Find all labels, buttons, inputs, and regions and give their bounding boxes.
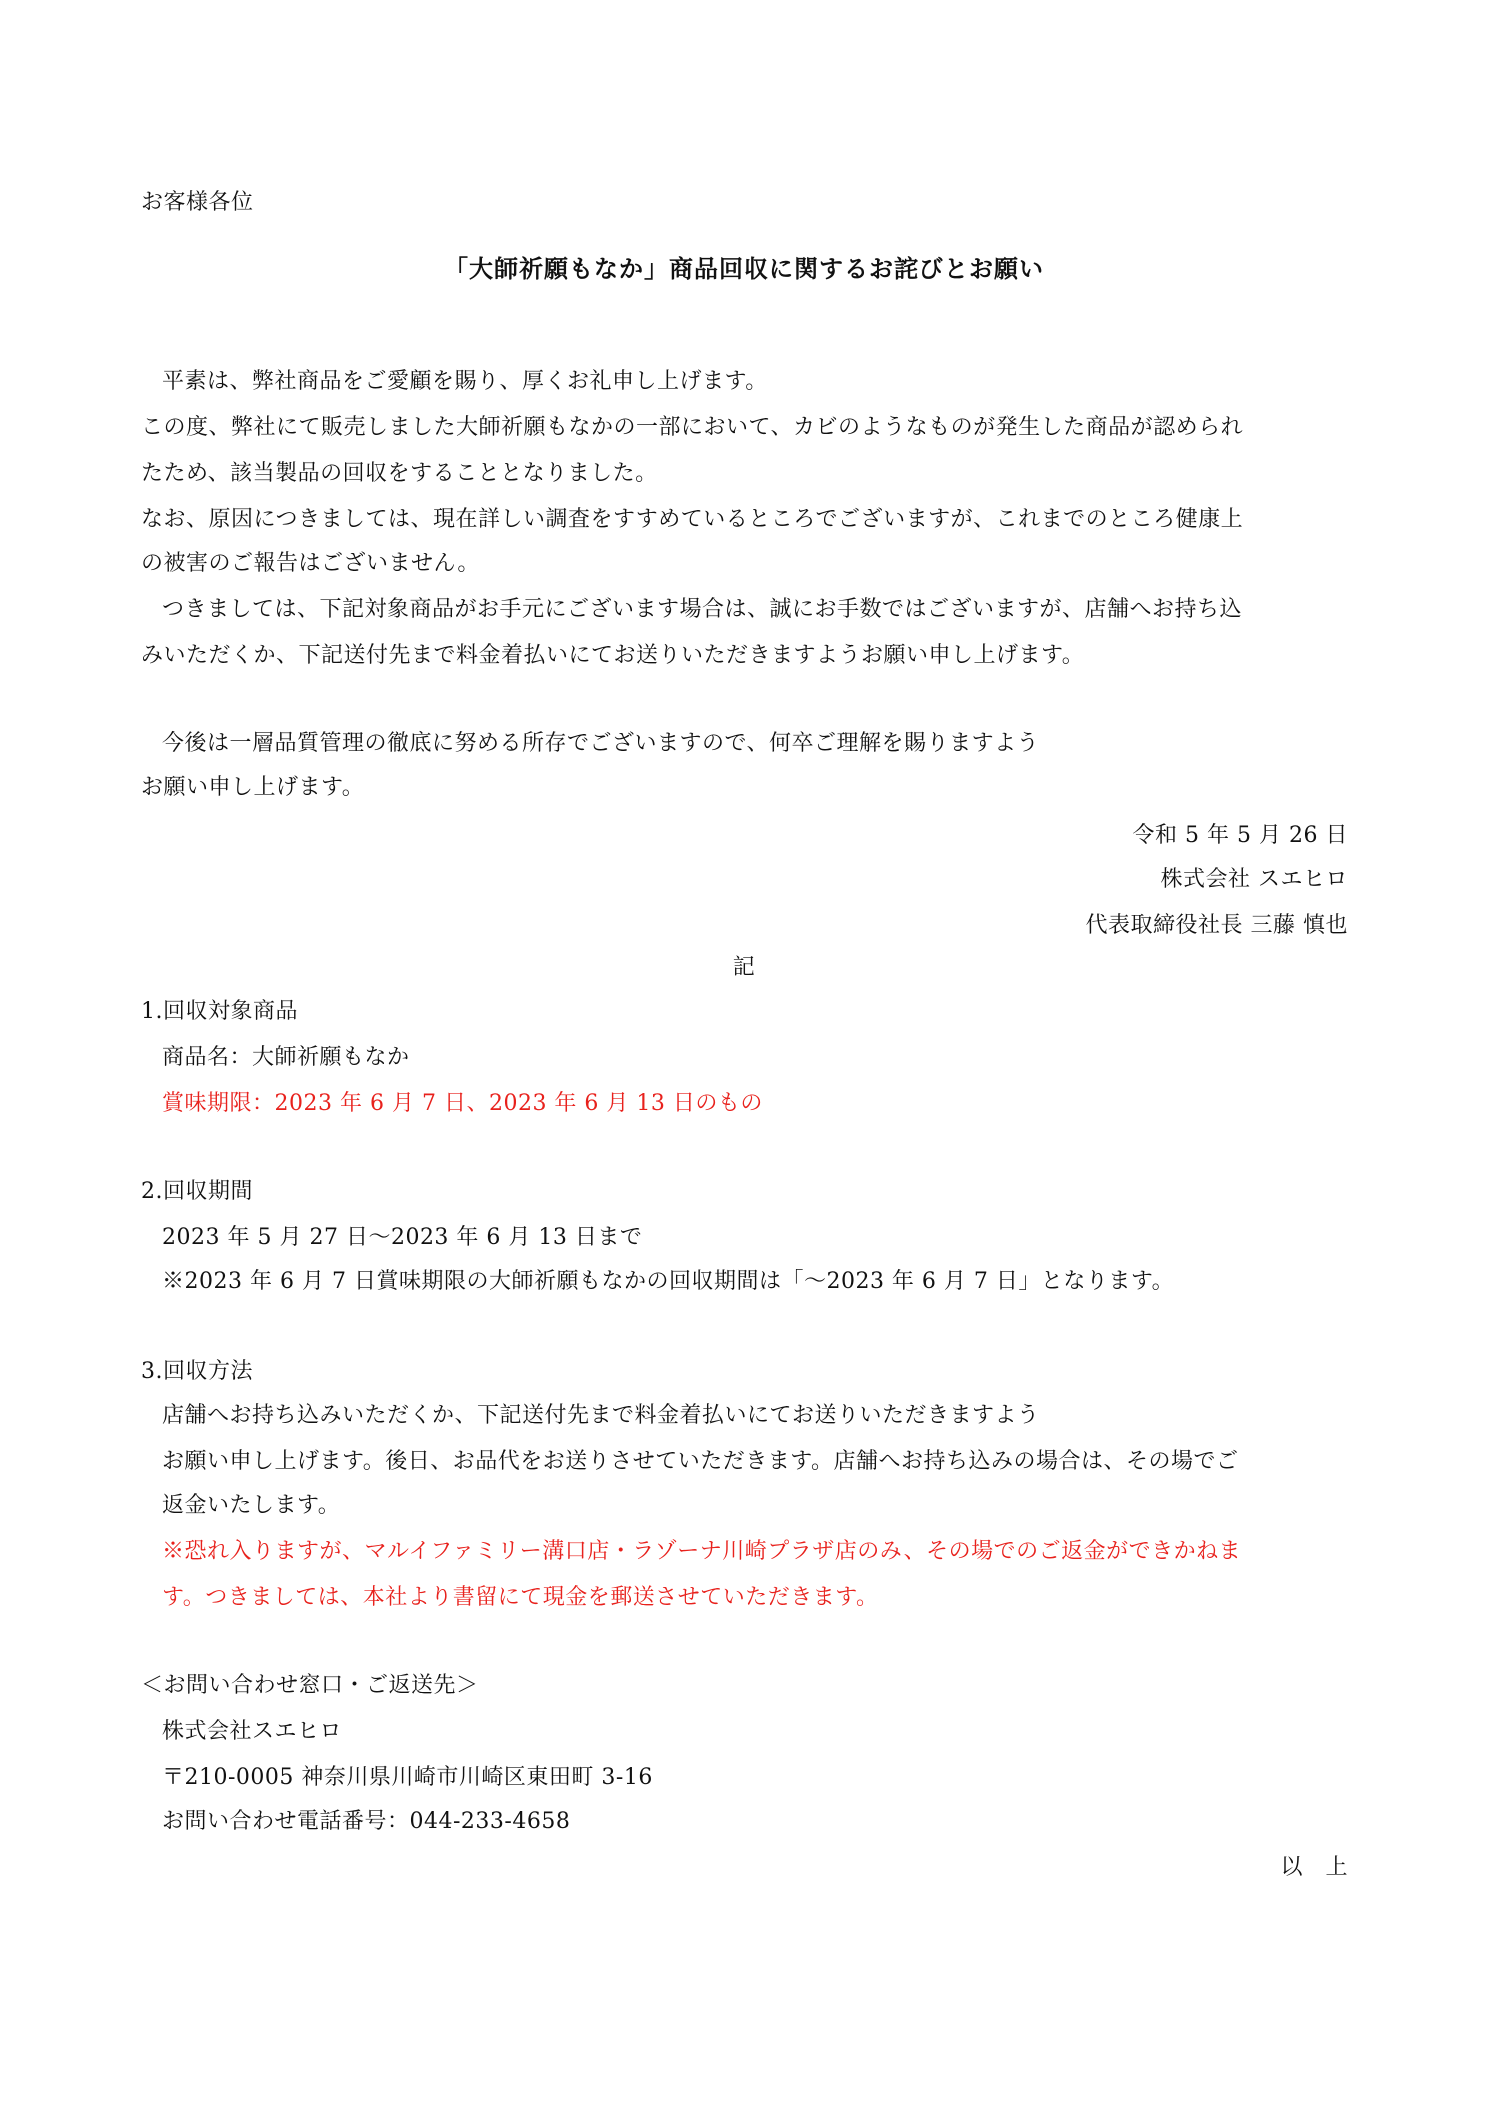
section-1-heading: 1.回収対象商品 [141,999,298,1024]
section-3-warning-line-2: す。つきましては、本社より書留にて現金を郵送させていただきます。 [162,1585,879,1610]
section-3-heading: 3.回収方法 [141,1359,253,1384]
signature-date: 令和 5 年 5 月 26 日 [1132,823,1348,848]
salutation: お客様各位 [141,190,254,215]
section-1-best-before: 賞味期限：2023 年 6 月 7 日、2023 年 6 月 13 日のもの [162,1091,763,1116]
document-title: 「大師祈願もなか」商品回収に関するお詫びとお願い [444,254,1044,283]
intro-paragraph-1: 平素は、弊社商品をご愛顧を賜り、厚くお礼申し上げます。 [162,369,768,394]
section-3-line-2: お願い申し上げます。後日、お品代をお送りさせていただきます。店舗へお持ち込みの場合は、その場でご [162,1449,1239,1474]
intro-paragraph-5-line-1: 今後は一層品質管理の徹底に努める所存でございますので、何卒ご理解を賜りますよう [162,731,1040,756]
section-2-note: ※2023 年 6 月 7 日賞味期限の大師祈願もなかの回収期間は「～2023 年 6 月 7 日」となります。 [162,1269,1175,1294]
signature-company: 株式会社 スエヒロ [1160,867,1348,892]
contact-phone: お問い合わせ電話番号：044-233-4658 [162,1809,571,1834]
signature-representative: 代表取締役社長 三藤 慎也 [1085,913,1348,938]
intro-paragraph-3-line-2: の被害のご報告はございません。 [141,551,480,576]
intro-paragraph-2-line-1: この度、弊社にて販売しました大師祈願もなかの一部において、カビのようなものが発生した商品が認められ [141,415,1244,440]
section-1-product: 商品名：大師祈願もなか [162,1045,410,1070]
intro-paragraph-4-line-2: みいただくか、下記送付先まで料金着払いにてお送りいただきますようお願い申し上げます。 [141,643,1085,668]
intro-paragraph-5-line-2: お願い申し上げます。 [141,775,365,800]
ki-heading: 記 [732,955,756,980]
contact-company: 株式会社スエヒロ [162,1719,343,1744]
section-2-period: 2023 年 5 月 27 日～2023 年 6 月 13 日まで [162,1225,643,1250]
intro-paragraph-3-line-1: なお、原因につきましては、現在詳しい調査をすすめているところでございますが、これまでのところ健康上 [141,507,1244,532]
contact-heading: ＜お問い合わせ窓口・ご返送先＞ [141,1673,479,1698]
intro-paragraph-4-line-1: つきましては、下記対象商品がお手元にございます場合は、誠にお手数ではございますが、店舗へお持ち込 [162,597,1243,622]
section-2-heading: 2.回収期間 [141,1179,253,1204]
section-3-line-3: 返金いたします。 [162,1493,341,1518]
closing-mark: 以 上 [1280,1855,1348,1880]
section-3-line-1: 店舗へお持ち込みいただくか、下記送付先まで料金着払いにてお送りいただきますよう [162,1403,1040,1428]
intro-paragraph-2-line-2: たため、該当製品の回収をすることとなりました。 [141,461,658,486]
section-3-warning-line-1: ※恐れ入りますが、マルイファミリー溝口店・ラゾーナ川崎プラザ店のみ、その場でのご返金ができかねま [162,1539,1242,1564]
contact-address: 〒210-0005 神奈川県川崎市川崎区東田町 3-16 [162,1765,653,1790]
